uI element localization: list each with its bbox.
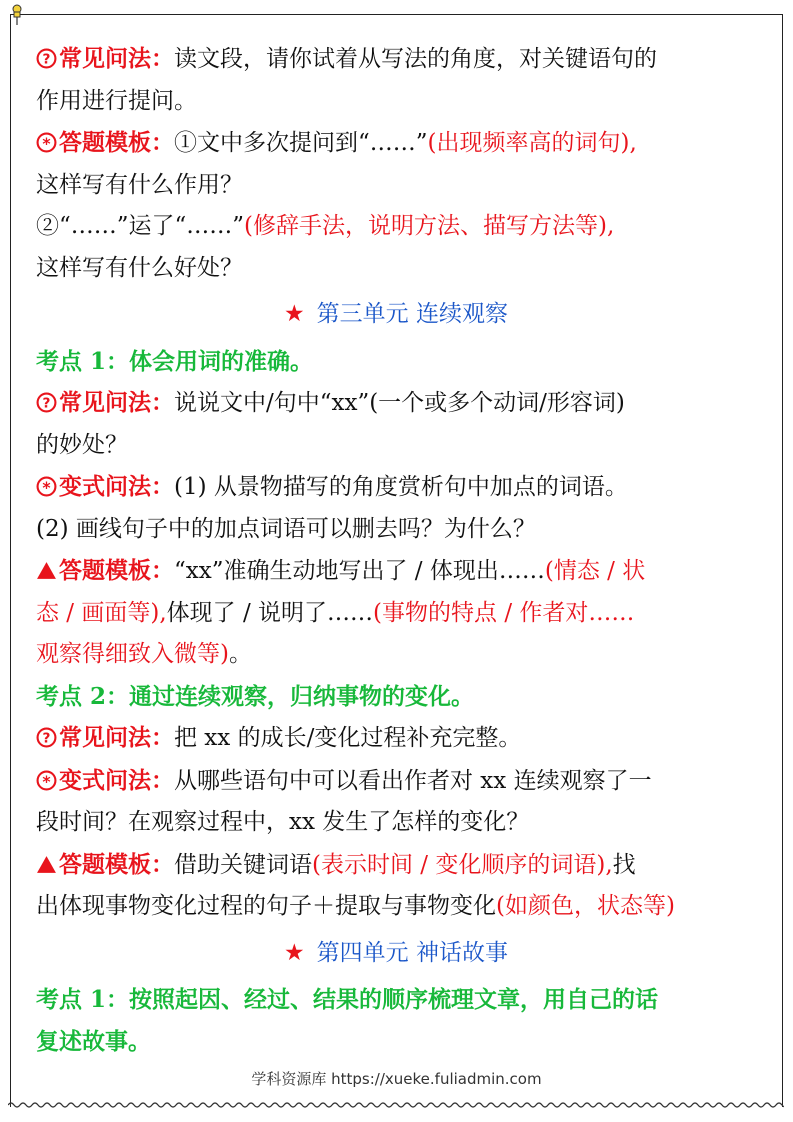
text: “xx”准确生动地写出了 / 体现出…… [174,558,545,584]
hint-text: 观察得细致入微等) [36,641,229,667]
text: 借助关键词语 [174,851,312,878]
variant-question-label: 变式问法： [59,766,174,794]
asterisk-circle-icon [36,132,57,153]
asterisk-circle-icon [36,770,57,791]
question-line [36,382,756,425]
star-icon: ★ [284,301,305,327]
text: (1) 从景物描写的角度赏析句中加点的词语。 [174,474,628,500]
key-point: 考点 1：体会用词的准确。 [36,347,314,375]
text: 说说文中/句中“xx”(一个或多个动词/形容词) [174,390,625,416]
svg-text:*: * [42,477,51,497]
wavy-border [8,1098,784,1112]
key-point: 复述故事。 [36,1027,151,1055]
answer-template-label: 答题模板： [59,557,174,584]
hint-text: (表示时间 / 变化顺序的词语), [312,851,613,878]
text-line: 这样写有什么好处？ [36,254,243,281]
text-line [36,886,756,928]
asterisk-circle-icon [36,476,57,497]
hint-text: 态 / 画面等), [36,599,167,626]
question-circle-icon [36,392,57,413]
question-line [36,38,756,81]
text: 从哪些语句中可以看出作者对 xx 连续观察了一 [174,767,652,794]
question-circle-icon [36,48,57,69]
pushpin-icon [11,4,23,26]
text-line [36,206,756,248]
document-body [36,38,756,1062]
common-question-label: 常见问法： [59,724,174,751]
unit-title: 第三单元 连续观察 [316,301,508,327]
text: 体现了 / 说明了…… [166,599,374,626]
text: ②“……”运了“……” [36,213,245,239]
svg-text:*: * [42,771,51,791]
unit-heading [36,294,756,336]
text: 读文段，请你试着从写法的角度，对关键语句的 [174,46,657,72]
variant-line [36,760,756,803]
text: 找 [612,851,636,878]
common-question-label: 常见问法： [59,389,174,416]
footer-watermark: 学科资源库 https://xueke.fuliadmin.com [251,1070,542,1088]
variant-line [36,466,756,509]
hint-text: (出现频率高的词句), [427,130,637,156]
variant-question-label: 变式问法： [59,473,174,500]
triangle-icon [36,560,57,581]
svg-text:?: ? [42,730,51,747]
text: 。 [228,641,252,667]
text-line: 这样写有什么作用？ [36,171,243,198]
svg-text:*: * [42,133,51,153]
answer-template-label: 答题模板： [59,850,174,878]
text-line: 段时间？在观察过程中，xx 发生了怎样的变化？ [36,809,530,835]
triangle-icon [36,854,57,875]
hint-text: (如颜色，状态等) [496,893,675,919]
key-point: 考点 2：通过连续观察，归纳事物的变化。 [36,682,475,710]
star-icon: ★ [284,939,305,966]
text: 出体现事物变化过程的句子＋提取与事物变化 [36,893,496,919]
template-line [36,122,756,165]
text-line: (2) 画线句子中的加点词语可以删去吗？为什么？ [36,515,536,542]
hint-text: (修辞手法，说明方法、描写方法等), [244,213,615,239]
template-line [36,550,756,593]
text-line: 作用进行提问。 [36,87,197,114]
question-line [36,717,756,760]
text: ①文中多次提问到“……” [174,130,428,156]
common-question-label: 常见问法： [59,45,174,72]
hint-text: (情态 / 状 [544,558,646,584]
key-point: 考点 1：按照起因、经过、结果的顺序梳理文章，用自己的话 [36,986,659,1013]
text: 把 xx 的成长/变化过程补充完整。 [174,725,522,751]
svg-text:?: ? [42,51,51,68]
text-line: 的妙处？ [36,431,128,458]
answer-template-label: 答题模板： [59,129,174,156]
unit-title: 第四单元 神话故事 [316,939,508,966]
svg-text:?: ? [42,395,51,412]
template-line [36,844,756,887]
unit-heading [36,933,756,975]
text-line [36,593,756,635]
question-circle-icon [36,727,57,748]
hint-text: (事物的特点 / 作者对…… [373,599,635,626]
text-line [36,634,756,676]
